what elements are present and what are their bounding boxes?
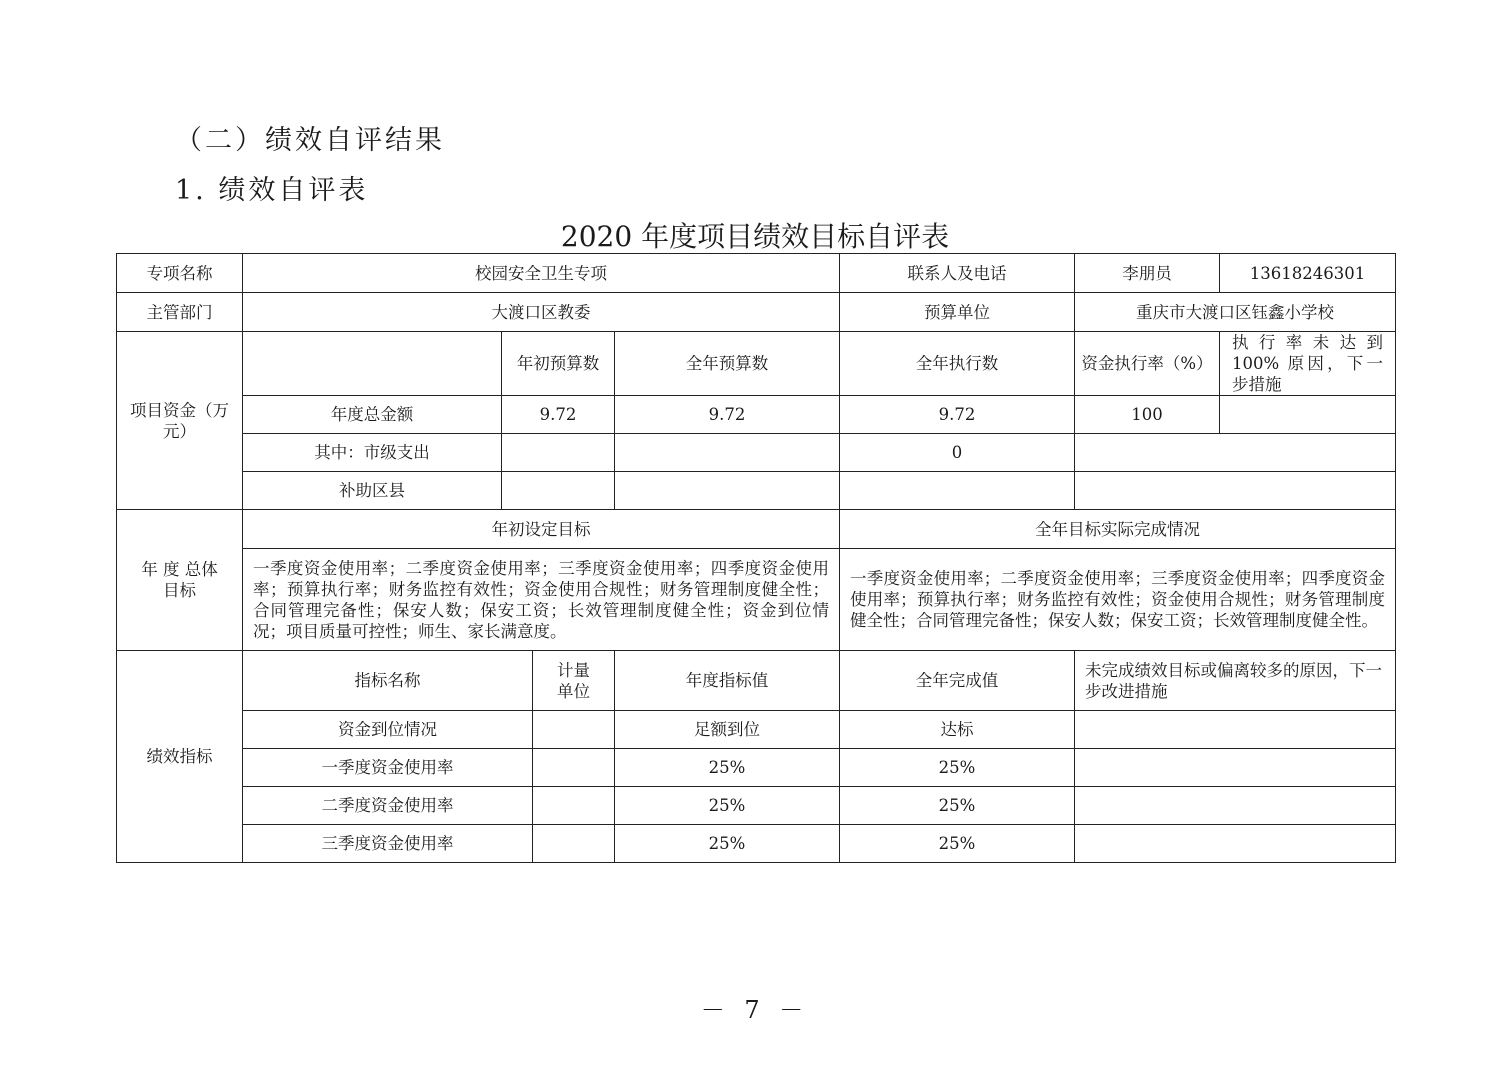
table-row (117, 749, 1396, 787)
indicators-label: 绩效指标 (117, 651, 243, 863)
funds-row-rate (1075, 472, 1396, 510)
funds-row-initial (502, 472, 615, 510)
section-heading: （二）绩效自评结果 (175, 125, 445, 156)
indicator-unit (533, 711, 615, 749)
project-name-label: 专项名称 (117, 254, 243, 293)
funds-header-initial: 年初预算数 (502, 332, 615, 396)
subsection-heading: 1. 绩效自评表 (175, 175, 369, 206)
indicator-name: 资金到位情况 (243, 711, 533, 749)
funds-header-executed: 全年执行数 (840, 332, 1075, 396)
table-title: 2020 年度项目绩效目标自评表 (560, 220, 950, 253)
table-row (117, 510, 1396, 549)
table-row (117, 472, 1396, 510)
funds-label: 项目资金（万元） (117, 332, 243, 510)
indicator-actual: 25% (840, 749, 1075, 787)
table-row (117, 293, 1396, 332)
indicator-actual: 达标 (840, 711, 1075, 749)
table-row (117, 825, 1396, 863)
indicator-name: 三季度资金使用率 (243, 825, 533, 863)
table-row (117, 711, 1396, 749)
contact-name: 李朋员 (1075, 254, 1220, 293)
indicator-unit (533, 749, 615, 787)
funds-row-annual (615, 434, 840, 472)
indicator-target: 25% (615, 749, 840, 787)
indicator-reason (1075, 787, 1396, 825)
contact-label: 联系人及电话 (840, 254, 1075, 293)
indicator-unit (533, 825, 615, 863)
funds-header-blank (243, 332, 502, 396)
indicator-target: 足额到位 (615, 711, 840, 749)
funds-row-executed: 9.72 (840, 396, 1075, 434)
dept-label: 主管部门 (117, 293, 243, 332)
indicator-actual: 25% (840, 787, 1075, 825)
contact-phone: 13618246301 (1220, 254, 1396, 293)
dept-value: 大渡口区教委 (243, 293, 840, 332)
goals-actual-header: 全年目标实际完成情况 (840, 510, 1396, 549)
indicators-header-actual: 全年完成值 (840, 651, 1075, 711)
indicators-header-unit: 计量单位 (533, 651, 615, 711)
indicator-reason (1075, 711, 1396, 749)
funds-header-rate: 资金执行率（%） (1075, 332, 1220, 396)
unit-label: 预算单位 (840, 293, 1075, 332)
funds-row-reason (1220, 396, 1396, 434)
indicator-reason (1075, 825, 1396, 863)
goals-actual-text: 一季度资金使用率；二季度资金使用率；三季度资金使用率；四季度资金使用率；预算执行率；财务监控有效性；资金使用合规性；财务管理制度健全性；合同管理完备性；保安人数；保安工资；长效管理制度健全性。 (840, 549, 1396, 651)
indicator-actual: 25% (840, 825, 1075, 863)
funds-row-initial (502, 434, 615, 472)
goals-label: 年 度 总体目标 (117, 510, 243, 651)
funds-row-label: 其中：市级支出 (243, 434, 502, 472)
funds-row-annual: 9.72 (615, 396, 840, 434)
indicator-reason (1075, 749, 1396, 787)
table-row (117, 396, 1396, 434)
table-row (117, 651, 1396, 711)
indicator-unit (533, 787, 615, 825)
funds-header-annual: 全年预算数 (615, 332, 840, 396)
indicator-name: 二季度资金使用率 (243, 787, 533, 825)
funds-row-rate (1075, 434, 1396, 472)
evaluation-table (116, 253, 1396, 863)
indicators-header-target: 年度指标值 (615, 651, 840, 711)
table-row (117, 434, 1396, 472)
indicators-header-name: 指标名称 (243, 651, 533, 711)
indicator-target: 25% (615, 787, 840, 825)
funds-row-executed (840, 472, 1075, 510)
unit-value: 重庆市大渡口区钰鑫小学校 (1075, 293, 1396, 332)
funds-row-executed: 0 (840, 434, 1075, 472)
table-row (117, 549, 1396, 651)
table-row (117, 254, 1396, 293)
funds-row-annual (615, 472, 840, 510)
funds-row-label: 年度总金额 (243, 396, 502, 434)
indicators-header-reason: 未完成绩效目标或偏离较多的原因，下一步改进措施 (1075, 651, 1396, 711)
goals-set-text: 一季度资金使用率；二季度资金使用率；三季度资金使用率；四季度资金使用率；预算执行率；财务监控有效性；资金使用合规性；财务管理制度健全性；合同管理完备性；保安人数；保安工资；长效管理制度健全性；资金到位情况；项目质量可控性；师生、家长满意度。 (243, 549, 840, 651)
table-row (117, 787, 1396, 825)
funds-row-label: 补助区县 (243, 472, 502, 510)
goals-set-header: 年初设定目标 (243, 510, 840, 549)
funds-row-rate: 100 (1075, 396, 1220, 434)
indicator-target: 25% (615, 825, 840, 863)
funds-header-reason: 执行率未达到 100% 原因，下一步措施 (1220, 332, 1396, 396)
project-name-value: 校园安全卫生专项 (243, 254, 840, 293)
indicator-name: 一季度资金使用率 (243, 749, 533, 787)
funds-row-initial: 9.72 (502, 396, 615, 434)
page-number: － 7 － (700, 996, 810, 1024)
table-row (117, 332, 1396, 396)
